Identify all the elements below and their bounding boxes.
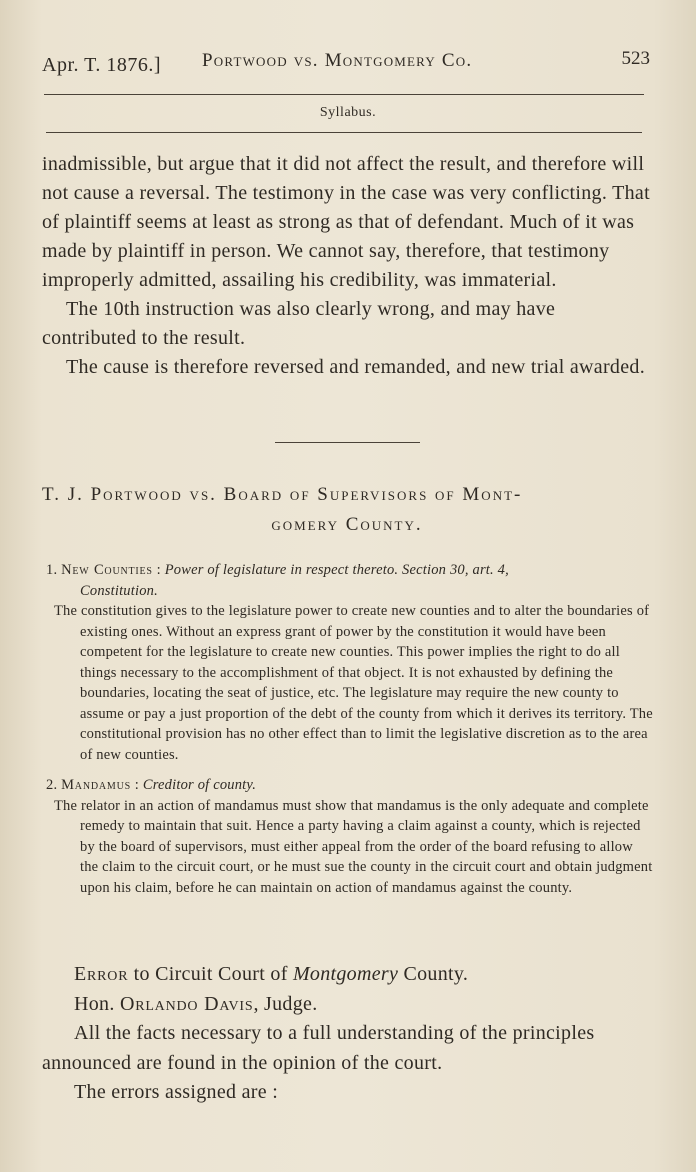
headnote-subtopic: Creditor of county.: [142, 777, 257, 793]
paragraph: The 10th instruction was also clearly wrong, and may have contributed to the result.: [42, 298, 556, 349]
case-title: [42, 480, 652, 540]
headnote-number: 1.: [46, 562, 58, 578]
headnote-subtopic-cont: Constitution.: [80, 582, 158, 599]
page-number: 523: [621, 48, 650, 69]
error-mid: to Circuit Court of: [128, 963, 293, 985]
facts-paragraph: All the facts necessary to a full understanding of the principles announced are found in the opinion of the court.: [42, 1022, 595, 1074]
error-suffix: County.: [398, 963, 469, 985]
error-line: [74, 960, 658, 990]
judge-line: [74, 990, 658, 1020]
case-title-line: T. J. Portwood vs. Board of Supervisors of Mont-: [42, 484, 523, 505]
error-county: Montgomery: [292, 963, 399, 985]
term-label: Apr. T. 1876.]: [42, 54, 162, 76]
judge-suffix: , Judge.: [253, 992, 318, 1015]
headnote-subtopic: Power of legislature in respect thereto. Section 30, art. 4,: [164, 562, 509, 578]
headnote-topic: New Counties: [61, 562, 153, 578]
judge-prefix: Hon.: [74, 992, 120, 1015]
headnote: [46, 560, 654, 765]
headnote-topic: Mandamus: [61, 777, 131, 793]
errors-line: The errors assigned are :: [74, 1081, 279, 1103]
paragraph: inadmissible, but argue that it did not affect the result, and therefore will not cause a reversal. The testimony in the case was very conflicting. That of plaintiff seems at least as strong as that of defendant. Much of it was made by plaintiff in person. We cannot say, therefore, that testimony improperly admitted, assailing his credibility, was immaterial.: [42, 153, 650, 291]
case-details: [42, 960, 658, 1108]
headnote-body: The relator in an action of mandamus must show that mandamus is the only adequate and complete remedy to maintain that suit. Hence a party having a claim against a county, which is rejected by the board of supervisors, must either appeal from the order of the board refusing to allow the claim to the circuit court, or he must sue the county in the circuit court and obtain judgment upon his claim, before he can maintain on action of mandamus against the county.: [54, 797, 653, 896]
headnote-heading: 1. New Counties : Power of legislature in respect thereto. Section 30, art. 4,: [46, 562, 509, 578]
section-divider: [275, 442, 420, 443]
error-prefix: Error: [74, 963, 129, 985]
section-label: Syllabus.: [319, 105, 377, 120]
case-title-line: gomery County.: [271, 514, 423, 535]
headnote-heading: 2. Mandamus : Creditor of county.: [46, 777, 257, 793]
headnotes: [46, 560, 654, 898]
running-header: [42, 50, 654, 80]
syllabus-rule: [46, 132, 642, 133]
headnote-body: The constitution gives to the legislature power to create new counties and to alter the boundaries of existing ones. Without an express grant of power by the constitution it would have been competent for the legislature to create new counties. This power implies the right to do all things necessary to the accomplishment of that object. It is not exhausted by defining the boundaries, locating the seat of justice, etc. The legislature may require the new county to assume or pay a just proportion of the debt of the county from which it derives its territory. The constitutional provision has no other effect than to limit the legislative discretion as to the area of new counties.: [54, 603, 653, 763]
running-title: Portwood vs. Montgomery Co.: [202, 50, 473, 71]
judge-name: Orlando Davis: [119, 992, 254, 1015]
headnote-number: 2.: [46, 777, 58, 793]
paragraph: The cause is therefore reversed and remanded, and new trial awarded.: [66, 356, 646, 378]
opening-text: [42, 150, 650, 382]
headnote: [46, 775, 654, 898]
header-rule: [44, 94, 644, 95]
